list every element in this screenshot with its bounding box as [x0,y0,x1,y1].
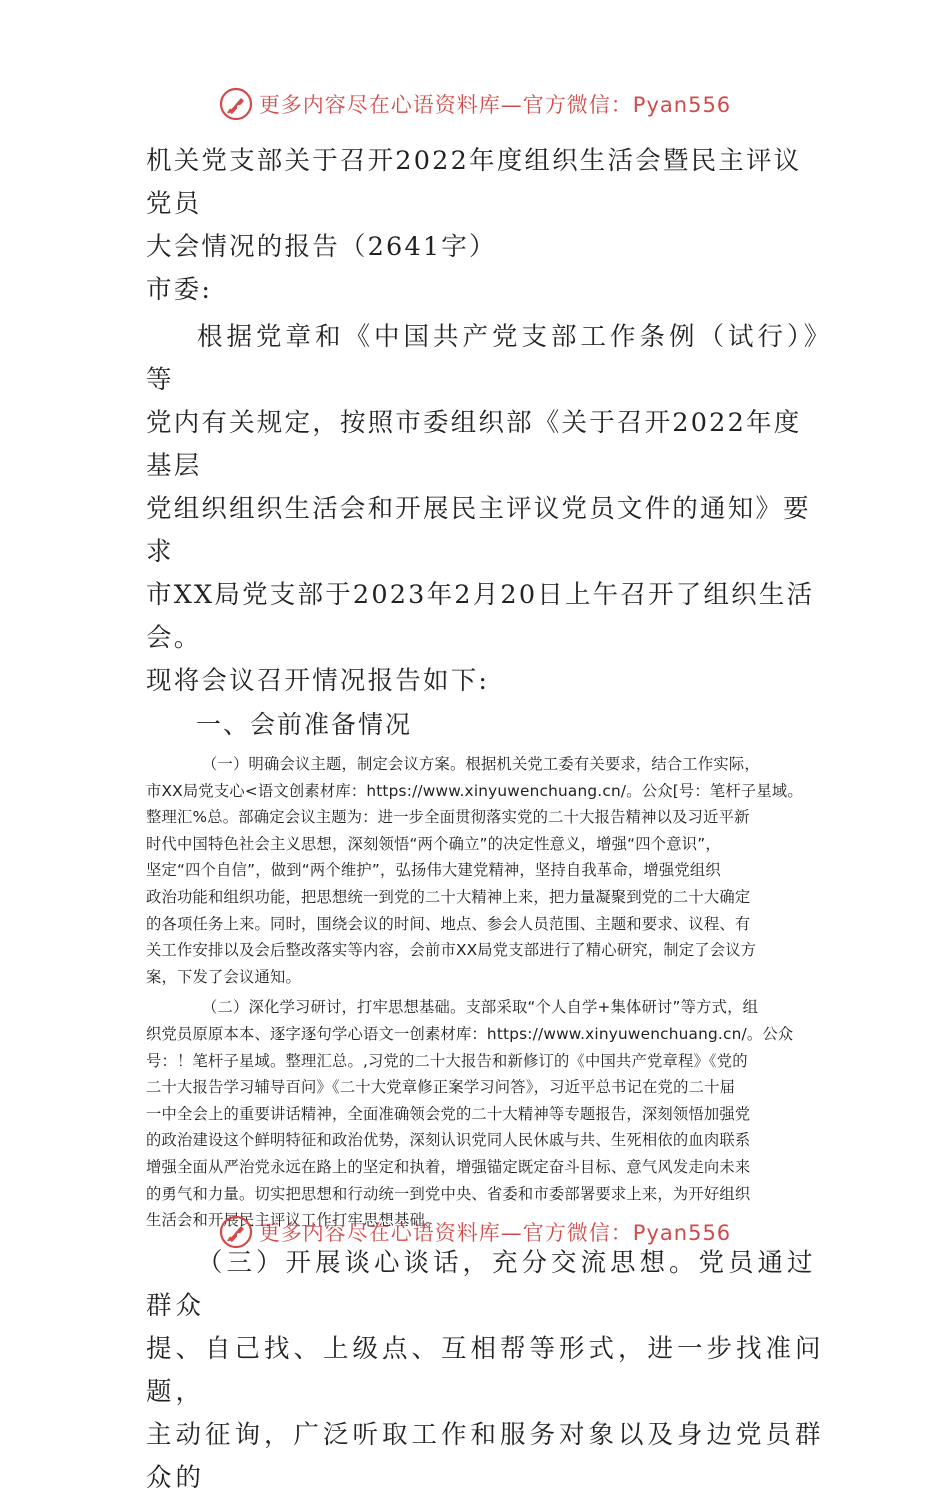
header-banner [0,80,950,128]
sub2-line: 的政治建设这个鲜明特征和政治优势，深刻认识党同人民休戚与共、生死相依的血肉联系 [146,1131,751,1150]
sub2-line: （二）深化学习研讨，打牢思想基础。支部采取“个人自学+集体研讨”等方式，组 [202,998,759,1017]
sub1-line: 时代中国特色社会主义思想，深刻领悟“两个确立”的决定性意义，增强“四个意识”， [146,834,721,853]
sub1-line: 市XX局党支心<语文创素材库：https://www.xinyuwenchuang.cn/。公众[号：笔杆子星域。 [146,781,803,800]
sub1-line: 的各项任务上来。同时，围绕会议的时间、地点、参会人员范围、主题和要求、议程、有 [146,914,751,933]
banner-text: 更多内容尽在心语资料库—官方微信：Pyan556 [258,1221,732,1245]
document-body [146,140,826,1500]
subsection-1 [146,751,826,990]
subsection-3 [146,1242,826,1500]
subsection-2 [146,994,826,1233]
intro-line: 党组织组织生活会和开展民主评议党员文件的通知》要求 [146,494,811,567]
pen-nib-logo-icon [219,87,253,121]
section-heading: 一、会前准备情况 [196,710,413,739]
sub1-line: 整理汇%总。部确定会议主题为：进一步全面贯彻落实党的二十大报告精神以及习近平新 [146,808,750,827]
sub3-line: 主动征询，广泛听取工作和服务对象以及身边党员群众的 [146,1419,825,1493]
sub1-line: 坚定“四个自信”，做到“两个维护”，弘扬伟大建党精神，坚持自我革命，增强党组织 [146,861,721,880]
sub2-line: 号：！笔杆子星域。整理汇总。,习党的二十大报告和新修订的《中国共产党章程》《党的 [146,1051,748,1070]
sub2-line: 增强全面从严治党永远在路上的坚定和执着，增强锚定既定奋斗目标、意气风发走向未来 [146,1157,751,1176]
sub3-line: 提、自己找、上级点、互相帮等形式，进一步找准问题， [146,1333,825,1407]
sub2-line: 的勇气和力量。切实把思想和行动统一到党中央、省委和市委部署要求上来，为开好组织 [146,1184,751,1203]
sub3-line: （三）开展谈心谈话，充分交流思想。党员通过群众 [146,1247,817,1321]
footer-banner [0,1208,950,1256]
sub1-line: 关工作安排以及会后整改落实等内容，会前市XX局党支部进行了精心研究，制定了会议方 [146,941,757,960]
sub2-line: 二十大报告学习辅导百问》《二十大党章修正案学习问答》，习近平总书记在党的二十届 [146,1078,736,1097]
pen-nib-logo-icon [219,1215,253,1249]
intro-line: 现将会议召开情况报告如下: [146,666,490,696]
intro-line: 党内有关规定，按照市委组织部《关于召开2022年度基层 [146,408,802,481]
title-line-1: 机关党支部关于召开2022年度组织生活会暨民主评议党员 [146,146,802,219]
intro-paragraph [146,316,826,703]
sub1-line: （一）明确会议主题，制定会议方案。根据机关党工委有关要求，结合工作实际， [202,755,760,773]
intro-line: 根据党章和《中国共产党支部工作条例（试行）》等 [146,322,821,395]
sub1-line: 案，下发了会议通知。 [146,967,301,986]
intro-line: 市XX局党支部于2023年2月20日上午召开了组织生活会。 [146,580,815,653]
sub2-line: 生活会和开展民主评议工作打牢思想基础。 [146,1211,441,1230]
sub2-line: 织党员原原本本、逐字逐句学心语文一创素材库：https://www.xinyuwenchuang.cn/。公众 [146,1024,794,1043]
title-line-2: 大会情况的报告（2641字） [146,232,497,262]
sub2-line: 一中全会上的重要讲话精神，全面准确领会党的二十大精神等专题报告，深刻领悟加强党 [146,1104,751,1123]
sub1-line: 政治功能和组织功能，把思想统一到党的二十大精神上来，把力量凝聚到党的二十大确定 [146,887,751,906]
banner-text: 更多内容尽在心语资料库—官方微信：Pyan556 [258,93,732,117]
recipient: 市委: [146,275,213,305]
